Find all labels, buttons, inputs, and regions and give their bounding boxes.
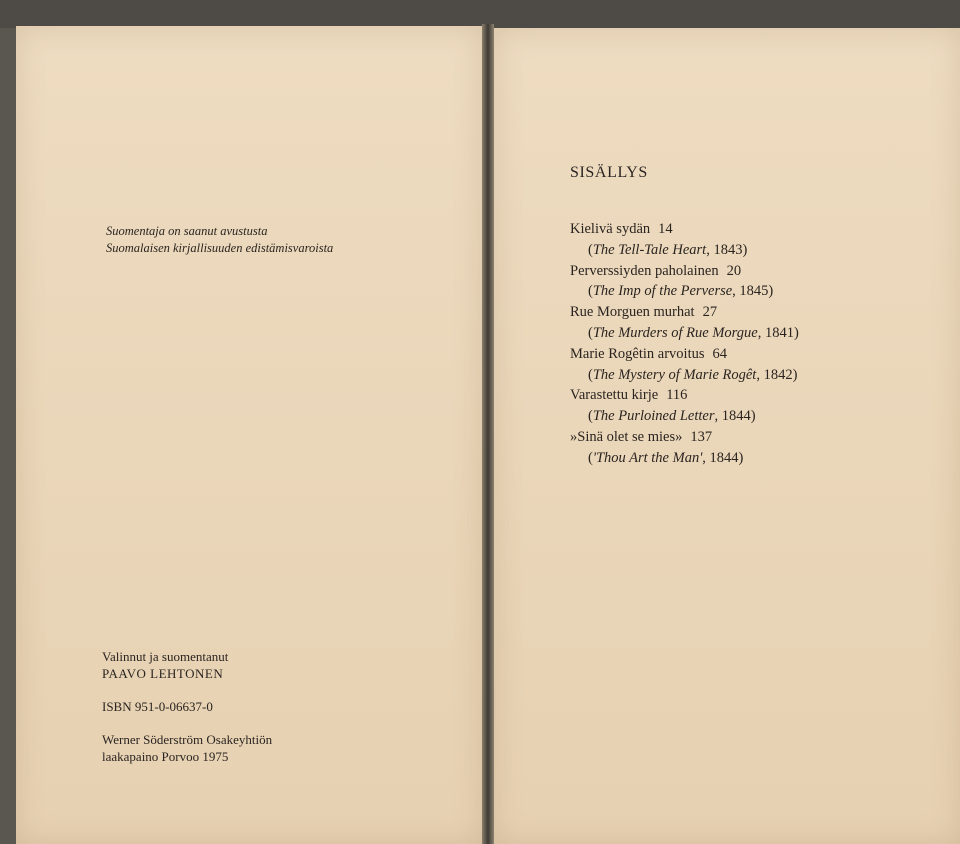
open-paren: ( bbox=[588, 241, 593, 258]
toc-entry bbox=[570, 385, 799, 406]
original-year: , 1845) bbox=[732, 283, 774, 300]
right-page bbox=[494, 28, 960, 844]
page-number: 64 bbox=[712, 345, 728, 362]
isbn: ISBN 951-0-06637-0 bbox=[102, 699, 213, 714]
original-title: The Murders of Rue Morgue bbox=[592, 324, 758, 341]
original-year: , 1844) bbox=[702, 449, 744, 466]
toc-entry bbox=[570, 344, 799, 365]
page-number: 20 bbox=[726, 262, 742, 279]
selector-label: Valinnut ja suomentanut bbox=[102, 649, 229, 664]
open-paren: ( bbox=[588, 283, 593, 300]
story-title: Varastettu kirje bbox=[570, 387, 659, 404]
contents-heading: SISÄLLYS bbox=[570, 164, 648, 181]
original-title: The Imp of the Perverse bbox=[592, 283, 733, 300]
toc-original-title bbox=[570, 323, 799, 344]
open-paren: ( bbox=[588, 324, 593, 341]
toc-entry bbox=[570, 219, 799, 240]
page-number: 27 bbox=[702, 304, 718, 321]
story-title: »Sinä olet se mies» bbox=[570, 428, 683, 445]
story-title: Rue Morguen murhat bbox=[570, 304, 695, 321]
original-title: The Tell-Tale Heart bbox=[592, 241, 707, 258]
book-gutter bbox=[482, 24, 494, 844]
translation-grant-note bbox=[106, 223, 333, 257]
story-title: Kielivä sydän bbox=[570, 221, 651, 237]
open-paren: ( bbox=[588, 408, 593, 425]
story-title: Marie Rogêtin arvoitus bbox=[570, 345, 705, 362]
printer: laakapaino Porvoo 1975 bbox=[102, 749, 229, 764]
toc-entry bbox=[570, 427, 799, 448]
toc-original-title bbox=[570, 281, 799, 302]
translator-name: PAAVO LEHTONEN bbox=[102, 666, 224, 681]
left-page bbox=[16, 26, 482, 844]
page-number: 14 bbox=[658, 221, 673, 237]
page-number: 137 bbox=[690, 428, 713, 445]
scan-background bbox=[0, 0, 960, 28]
toc-original-title bbox=[570, 406, 799, 427]
original-year: , 1844) bbox=[714, 408, 756, 425]
credit-line: Suomentaja on saanut avustusta bbox=[106, 224, 268, 238]
credit-line: Suomalaisen kirjallisuuden edistämisvaroista bbox=[106, 241, 334, 255]
story-title: Perverssiyden paholainen bbox=[570, 262, 719, 279]
table-of-contents bbox=[570, 219, 799, 469]
original-year: , 1843) bbox=[706, 241, 748, 258]
original-title: The Mystery of Marie Rogêt bbox=[592, 366, 757, 383]
toc-original-title bbox=[570, 365, 799, 386]
toc-original-title bbox=[570, 448, 799, 469]
toc-entry bbox=[570, 302, 799, 323]
toc-entry bbox=[570, 261, 799, 282]
page-number: 116 bbox=[666, 387, 688, 404]
open-paren: ( bbox=[588, 449, 593, 466]
colophon bbox=[102, 648, 272, 765]
open-paren: ( bbox=[588, 366, 593, 383]
original-year: , 1842) bbox=[756, 366, 798, 383]
original-title: 'Thou Art the Man' bbox=[592, 449, 703, 466]
publisher: Werner Söderström Osakeyhtiön bbox=[102, 732, 273, 747]
original-title: The Purloined Letter bbox=[592, 408, 715, 425]
toc-original-title bbox=[570, 240, 799, 261]
original-year: , 1841) bbox=[757, 324, 799, 341]
